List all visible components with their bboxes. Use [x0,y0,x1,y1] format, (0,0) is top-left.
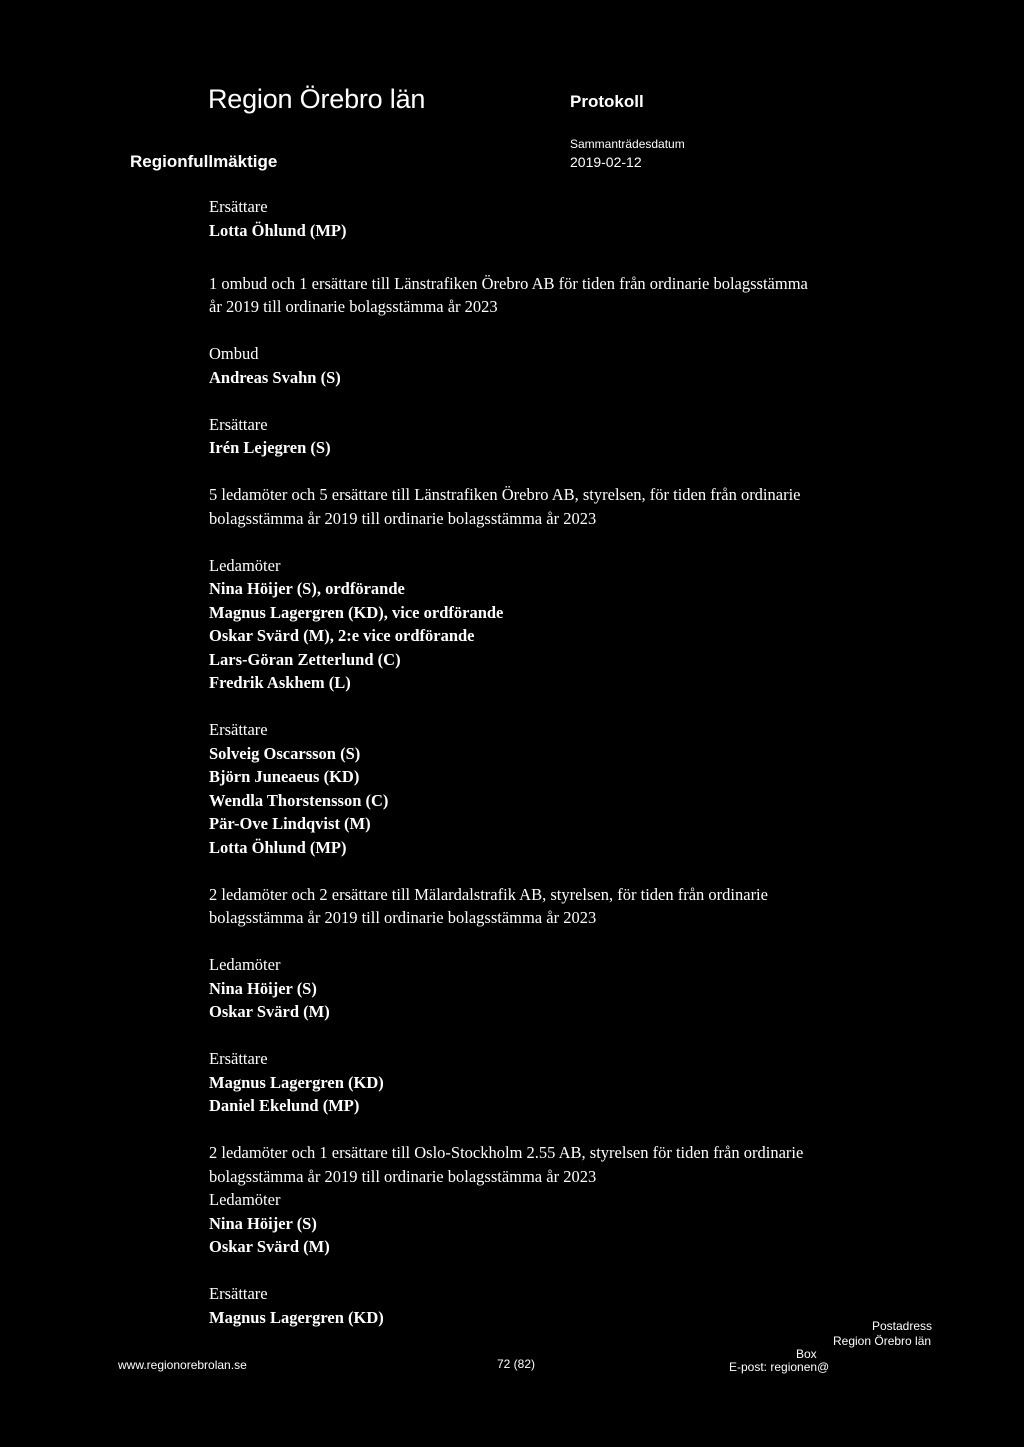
footer-postadress-label: Postadress [872,1319,933,1333]
committee-name: Regionfullmäktige [130,152,278,171]
person-name: Magnus Lagergren (KD) [209,1072,384,1092]
section-heading-line: 1 ombud och 1 ersättare till Länstrafiken Örebro AB för tiden från ordinarie bolagsstämma [209,273,808,293]
person-name: Fredrik Askhem (L) [209,673,351,692]
doc-type: Protokoll [570,92,644,111]
person-name: Oskar Svärd (M), 2:e vice ordförande [209,626,475,645]
section-heading-line: år 2019 till ordinarie bolagsstämma år 2023 [209,297,498,316]
person-name: Lotta Öhlund (MP) [209,220,347,240]
page-number: 72 (82) [497,1357,536,1371]
section-4 [209,1141,899,1329]
footer-box: Box [796,1347,817,1361]
section-heading-line: bolagsstämma år 2019 till ordinarie bolagsstämma år 2023 [209,1166,597,1186]
person-name: Nina Höijer (S), ordförande [209,579,405,598]
section-heading-line: 2 ledamöter och 1 ersättare till Oslo-Stockholm 2.55 AB, styrelsen för tiden från ordinarie [209,1143,804,1162]
person-name: Daniel Ekelund (MP) [209,1096,360,1115]
role-label: Ersättare [209,1284,268,1303]
person-name: Nina Höijer (S) [209,978,317,998]
person-name: Nina Höijer (S) [209,1213,317,1233]
footer-postadress-org: Region Örebro län [833,1334,932,1348]
section-heading-line: bolagsstämma år 2019 till ordinarie bolagsstämma år 2023 [209,508,597,528]
person-name: Irén Lejegren (S) [209,438,331,457]
section-heading-line: bolagsstämma år 2019 till ordinarie bolagsstämma år 2023 [209,908,597,927]
person-name: Oskar Svärd (M) [209,1237,330,1256]
person-name: Oskar Svärd (M) [209,1002,330,1021]
role-label: Ledamöter [209,1190,281,1209]
section-2 [209,483,899,859]
section-heading-line: 5 ledamöter och 5 ersättare till Länstrafiken Örebro AB, styrelsen, för tiden från ordinarie [209,485,801,504]
date-value: 2019-02-12 [570,154,642,170]
person-name: Solveig Oscarsson (S) [209,743,361,763]
person-name: Magnus Lagergren (KD), vice ordförande [209,602,504,622]
org-name: Region Örebro län [208,84,426,114]
person-name: Pär-Ove Lindqvist (M) [209,814,371,833]
person-name: Lars-Göran Zetterlund (C) [209,649,401,669]
date-label: Sammanträdesdatum [570,137,685,151]
section-heading-line: 2 ledamöter och 2 ersättare till Mälardalstrafik AB, styrelsen, för tiden från ordinarie [209,884,768,904]
section-3 [209,883,899,1118]
role-label: Ledamöter [209,555,281,575]
role-label: Ersättare [209,197,268,216]
person-name: Björn Juneaeus (KD) [209,767,360,786]
role-label: Ersättare [209,1049,268,1068]
role-label: Ombud [209,344,259,363]
document-body [209,195,899,1329]
person-name: Wendla Thorstensson (C) [209,790,389,810]
role-label: Ersättare [209,720,268,739]
role-label: Ledamöter [209,955,281,974]
person-name: Andreas Svahn (S) [209,367,341,387]
person-name: Lotta Öhlund (MP) [209,837,347,857]
role-label: Ersättare [209,414,268,434]
section-1 [209,272,899,460]
footer-website-link[interactable]: www.regionorebrolan.se [118,1358,247,1372]
person-name: Magnus Lagergren (KD) [209,1307,384,1327]
section-0 [209,195,899,242]
footer-email[interactable]: E-post: regionen@ [729,1360,830,1374]
